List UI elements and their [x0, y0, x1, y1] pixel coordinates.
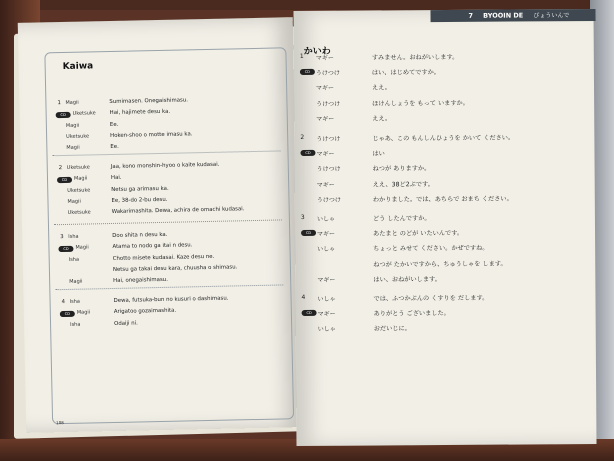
speaker-name: マギー	[316, 115, 335, 123]
dialogue-line: Netsu ga arimasu ka.	[111, 185, 169, 193]
dialogue-line: どう したんですか。	[372, 215, 431, 223]
dialogue-line: Hai, hajimete desu ka.	[109, 109, 171, 117]
cd-track-icon: CD	[60, 311, 75, 317]
left-page	[18, 17, 305, 433]
section-number: 3	[300, 213, 305, 222]
speaker-name: マギー	[316, 181, 335, 189]
dialogue-line: Hoken-shoo o motte imasu ka.	[110, 131, 193, 139]
speaker-name: Magii	[65, 122, 80, 129]
dialogue-line: はい	[372, 150, 385, 158]
speaker-name: うけつけ	[316, 135, 341, 143]
dialogue-line: Atama to nodo ga itai n desu.	[112, 242, 193, 251]
speaker-name: マギー	[317, 310, 336, 319]
chapter-number: 7	[468, 11, 474, 20]
dialogue-line: ええ。	[372, 84, 391, 92]
speaker-name: いしゃ	[317, 246, 336, 254]
dialogue-line: Hai, onegaishimasu.	[113, 277, 168, 285]
speaker-name: Magii	[67, 198, 81, 205]
speaker-name: いしゃ	[317, 295, 336, 303]
kaiwa-frame	[44, 47, 294, 424]
dialogue-line: はい、おねがいします。	[373, 275, 441, 284]
dialogue-line: では、ふつかぶんの くすりを だします。	[373, 294, 489, 303]
speaker-name: Isha	[68, 233, 79, 240]
speaker-name: Uketsuke	[66, 164, 90, 171]
dialogue-line: ねつが たかいですから、ちゅうしゃを します。	[373, 260, 507, 269]
cd-track-icon: CD	[300, 150, 315, 156]
chapter-title-kana: びょういんで	[533, 12, 570, 20]
speaker-name: Magii	[66, 144, 80, 152]
section-number: 4	[61, 298, 66, 306]
cd-track-icon: CD	[58, 246, 73, 252]
dialogue-line: あたまと のどが いたいんです。	[373, 230, 464, 238]
cd-track-icon: CD	[301, 230, 316, 236]
section-number: 3	[60, 234, 64, 241]
speaker-name: うけつけ	[316, 100, 341, 108]
cd-track-icon: CD	[57, 177, 72, 183]
speaker-name: Uketsuke	[72, 110, 96, 118]
dialogue-line: ええ。	[372, 115, 392, 123]
speaker-name: Isha	[70, 321, 81, 328]
speaker-name: うけつけ	[315, 69, 340, 78]
speaker-name: Uketsuke	[67, 209, 91, 217]
speaker-name: Isha	[69, 298, 80, 305]
speaker-name: Magii	[76, 309, 91, 317]
dialogue-line: Ee.	[110, 144, 119, 151]
dialogue-line: Chotto misete kudasai. Kaze desu ne.	[112, 253, 215, 262]
section-number: 1	[299, 52, 304, 61]
chapter-header	[430, 9, 595, 22]
section-number: 2	[300, 133, 305, 142]
speaker-name: マギー	[316, 85, 335, 93]
dialogue-line: Sumimasen. Onegaishimasu.	[109, 97, 188, 106]
dialogue-line: じゃあ、この もんしんひょうを かいて ください。	[372, 134, 515, 143]
dialogue-line: ねつが ありますか。	[372, 165, 431, 173]
cd-track-icon: CD	[300, 69, 315, 75]
dialogue-line: Doo shita n desu ka.	[112, 231, 168, 239]
speaker-name: いしゃ	[317, 326, 336, 334]
cd-track-icon: CD	[56, 112, 71, 118]
speaker-name: Magii	[75, 244, 89, 252]
dialogue-line: ほけんしょうを もって いますか。	[372, 99, 469, 108]
dialogue-line: おだいじに。	[373, 325, 411, 333]
speaker-name: うけつけ	[316, 196, 341, 204]
right-page-title: かいわ	[303, 46, 331, 57]
dialogue-line: Arigatoo gozaimashita.	[113, 307, 177, 316]
section-number: 4	[301, 293, 306, 302]
dialogue-line: ちょっと みせて ください。かぜですね。	[373, 245, 489, 253]
section-number: 1	[57, 100, 61, 107]
speaker-name: マギー	[317, 276, 336, 284]
dialogue-line: ありがとう ございました。	[373, 310, 450, 318]
dialogue-line: Jaa, kono monshin-hyoo o kaite kudasai.	[110, 161, 220, 171]
left-page-title: Kaiwa	[62, 61, 94, 72]
speaker-name: いしゃ	[316, 215, 335, 223]
speaker-name: Magii	[65, 99, 79, 106]
speaker-name: Uketsuke	[66, 133, 90, 140]
dialogue-line: Ee.	[109, 121, 119, 128]
speaker-name: Magii	[73, 175, 88, 183]
dialogue-line: Hai.	[110, 175, 122, 182]
dialogue-line: わかりました。では、あちらで おまち ください。	[372, 195, 513, 204]
dialogue-line: Ee, 38-do 2-bu desu.	[111, 196, 168, 204]
speaker-name: マギー	[315, 54, 334, 62]
dialogue-line: はい、はじめてですか。	[371, 69, 441, 77]
speaker-name: Uketsuke	[67, 187, 91, 194]
dialogue-line: ええ、38ど2ぶです。	[372, 180, 434, 189]
dialogue-line: Dewa, futsuka-bun no kusuri o dashimasu.	[113, 295, 229, 304]
speaker-name: マギー	[317, 230, 336, 239]
section-number: 2	[58, 165, 63, 172]
cd-track-icon: CD	[302, 310, 317, 316]
chapter-title: BYOOIN DE	[483, 11, 524, 20]
dialogue-line: Netsu ga takai desu kara, chuusha o shimasu.	[112, 264, 238, 273]
speaker-name: マギー	[316, 150, 335, 159]
speaker-name: うけつけ	[316, 166, 341, 174]
speaker-name: Isha	[68, 256, 80, 263]
dialogue-line: Wakarimashita. Dewa, achira de omachi kudasai.	[111, 206, 245, 216]
speaker-name: Magii	[69, 278, 83, 286]
page-number: 108	[56, 420, 64, 426]
dialogue-line: Odaiji ni.	[113, 320, 138, 327]
right-page	[293, 9, 596, 446]
dialogue-line: すみません。おねがいします。	[371, 53, 459, 62]
